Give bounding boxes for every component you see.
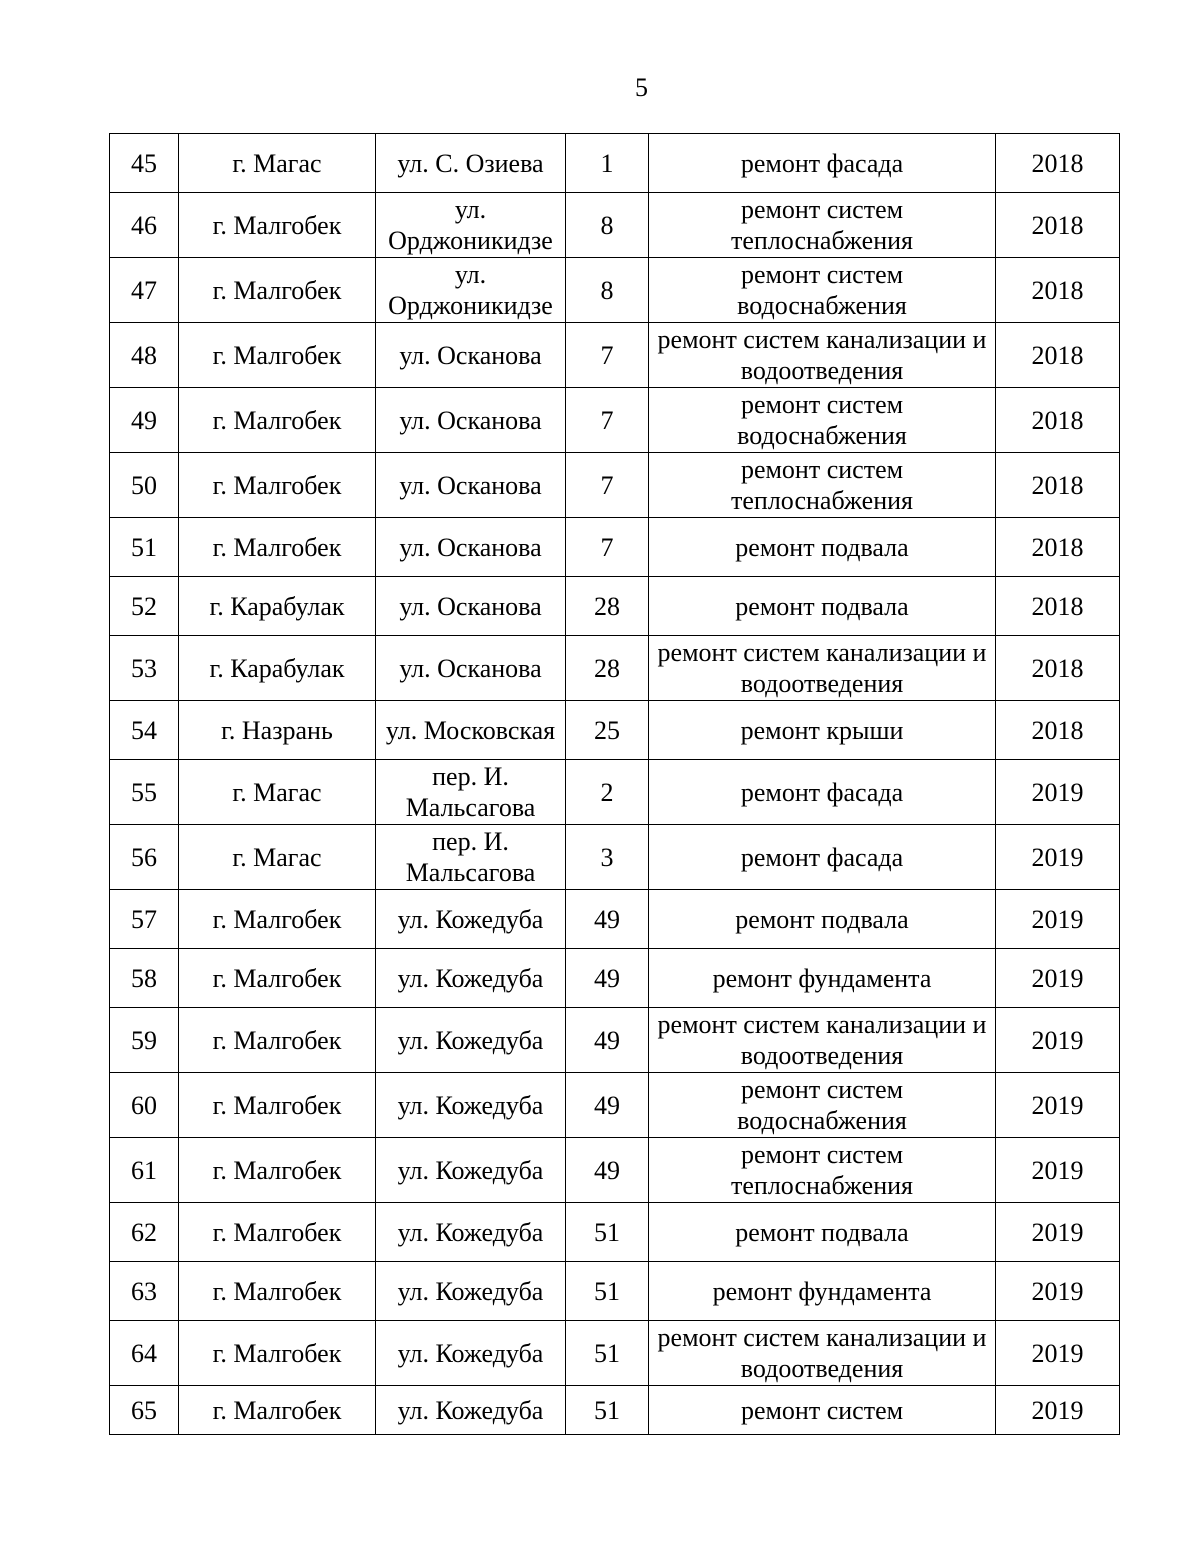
city-cell: г. Магас bbox=[179, 825, 376, 890]
work-type-cell: ремонт систем теплоснабжения bbox=[649, 453, 996, 518]
table-row bbox=[110, 760, 1120, 825]
street-cell: ул. С. Озиева bbox=[376, 134, 566, 193]
city-cell: г. Малгобек bbox=[179, 1321, 376, 1386]
work-type-cell: ремонт подвала bbox=[649, 518, 996, 577]
row-number-cell: 52 bbox=[110, 577, 179, 636]
street-cell: ул. Осканова bbox=[376, 388, 566, 453]
street-cell: ул. Орджоникидзе bbox=[376, 258, 566, 323]
table-row bbox=[110, 518, 1120, 577]
work-type-cell: ремонт подвала bbox=[649, 1203, 996, 1262]
work-type-cell: ремонт фасада bbox=[649, 134, 996, 193]
table-row bbox=[110, 1386, 1120, 1435]
year-cell: 2018 bbox=[996, 453, 1120, 518]
row-number-cell: 61 bbox=[110, 1138, 179, 1203]
city-cell: г. Назрань bbox=[179, 701, 376, 760]
city-cell: г. Малгобек bbox=[179, 1262, 376, 1321]
city-cell: г. Малгобек bbox=[179, 258, 376, 323]
work-type-cell: ремонт подвала bbox=[649, 577, 996, 636]
city-cell: г. Малгобек bbox=[179, 453, 376, 518]
city-cell: г. Малгобек bbox=[179, 949, 376, 1008]
city-cell: г. Магас bbox=[179, 760, 376, 825]
house-number-cell: 49 bbox=[566, 890, 649, 949]
house-number-cell: 2 bbox=[566, 760, 649, 825]
row-number-cell: 64 bbox=[110, 1321, 179, 1386]
street-cell: пер. И. Мальсагова bbox=[376, 760, 566, 825]
street-cell: ул. Кожедуба bbox=[376, 1203, 566, 1262]
table-row bbox=[110, 1138, 1120, 1203]
year-cell: 2019 bbox=[996, 1262, 1120, 1321]
street-cell: ул. Осканова bbox=[376, 577, 566, 636]
house-number-cell: 28 bbox=[566, 636, 649, 701]
house-number-cell: 51 bbox=[566, 1262, 649, 1321]
table-row bbox=[110, 1203, 1120, 1262]
table-row bbox=[110, 577, 1120, 636]
house-number-cell: 7 bbox=[566, 518, 649, 577]
work-type-cell: ремонт подвала bbox=[649, 890, 996, 949]
house-number-cell: 7 bbox=[566, 453, 649, 518]
work-type-cell: ремонт систем теплоснабжения bbox=[649, 1138, 996, 1203]
table-row bbox=[110, 825, 1120, 890]
city-cell: г. Малгобек bbox=[179, 323, 376, 388]
house-number-cell: 28 bbox=[566, 577, 649, 636]
row-number-cell: 62 bbox=[110, 1203, 179, 1262]
street-cell: ул. Кожедуба bbox=[376, 1262, 566, 1321]
year-cell: 2019 bbox=[996, 890, 1120, 949]
city-cell: г. Карабулак bbox=[179, 636, 376, 701]
year-cell: 2018 bbox=[996, 577, 1120, 636]
street-cell: ул. Кожедуба bbox=[376, 1073, 566, 1138]
street-cell: ул. Осканова bbox=[376, 323, 566, 388]
table-row bbox=[110, 1321, 1120, 1386]
work-type-cell: ремонт систем канализации и водоотведения bbox=[649, 1321, 996, 1386]
house-number-cell: 3 bbox=[566, 825, 649, 890]
street-cell: ул. Кожедуба bbox=[376, 1008, 566, 1073]
street-cell: ул. Осканова bbox=[376, 518, 566, 577]
row-number-cell: 63 bbox=[110, 1262, 179, 1321]
work-type-cell: ремонт систем водоснабжения bbox=[649, 1073, 996, 1138]
row-number-cell: 51 bbox=[110, 518, 179, 577]
row-number-cell: 47 bbox=[110, 258, 179, 323]
table-row bbox=[110, 636, 1120, 701]
city-cell: г. Малгобек bbox=[179, 1386, 376, 1435]
row-number-cell: 46 bbox=[110, 193, 179, 258]
work-type-cell: ремонт фундамента bbox=[649, 949, 996, 1008]
work-type-cell: ремонт систем bbox=[649, 1386, 996, 1435]
year-cell: 2019 bbox=[996, 949, 1120, 1008]
year-cell: 2019 bbox=[996, 1073, 1120, 1138]
year-cell: 2019 bbox=[996, 825, 1120, 890]
city-cell: г. Малгобек bbox=[179, 1073, 376, 1138]
city-cell: г. Малгобек bbox=[179, 518, 376, 577]
register-body bbox=[110, 134, 1120, 1435]
street-cell: ул. Кожедуба bbox=[376, 1386, 566, 1435]
house-number-cell: 51 bbox=[566, 1203, 649, 1262]
house-number-cell: 7 bbox=[566, 388, 649, 453]
year-cell: 2018 bbox=[996, 636, 1120, 701]
work-type-cell: ремонт систем водоснабжения bbox=[649, 388, 996, 453]
row-number-cell: 49 bbox=[110, 388, 179, 453]
work-type-cell: ремонт систем канализации и водоотведения bbox=[649, 1008, 996, 1073]
work-type-cell: ремонт фасада bbox=[649, 825, 996, 890]
city-cell: г. Карабулак bbox=[179, 577, 376, 636]
house-number-cell: 8 bbox=[566, 193, 649, 258]
city-cell: г. Малгобек bbox=[179, 1138, 376, 1203]
house-number-cell: 49 bbox=[566, 1073, 649, 1138]
city-cell: г. Малгобек bbox=[179, 890, 376, 949]
work-type-cell: ремонт систем водоснабжения bbox=[649, 258, 996, 323]
row-number-cell: 54 bbox=[110, 701, 179, 760]
row-number-cell: 59 bbox=[110, 1008, 179, 1073]
year-cell: 2019 bbox=[996, 1386, 1120, 1435]
house-number-cell: 51 bbox=[566, 1386, 649, 1435]
year-cell: 2018 bbox=[996, 323, 1120, 388]
house-number-cell: 25 bbox=[566, 701, 649, 760]
house-number-cell: 49 bbox=[566, 1138, 649, 1203]
year-cell: 2018 bbox=[996, 388, 1120, 453]
house-number-cell: 7 bbox=[566, 323, 649, 388]
city-cell: г. Магас bbox=[179, 134, 376, 193]
row-number-cell: 57 bbox=[110, 890, 179, 949]
table-row bbox=[110, 388, 1120, 453]
table-row bbox=[110, 258, 1120, 323]
city-cell: г. Малгобек bbox=[179, 1008, 376, 1073]
work-type-cell: ремонт систем канализации и водоотведения bbox=[649, 636, 996, 701]
page-number: 5 bbox=[635, 73, 648, 102]
house-number-cell: 49 bbox=[566, 949, 649, 1008]
table-row bbox=[110, 134, 1120, 193]
table-row bbox=[110, 949, 1120, 1008]
row-number-cell: 56 bbox=[110, 825, 179, 890]
street-cell: ул. Кожедуба bbox=[376, 949, 566, 1008]
row-number-cell: 45 bbox=[110, 134, 179, 193]
work-type-cell: ремонт фундамента bbox=[649, 1262, 996, 1321]
year-cell: 2019 bbox=[996, 1008, 1120, 1073]
work-type-cell: ремонт систем теплоснабжения bbox=[649, 193, 996, 258]
row-number-cell: 50 bbox=[110, 453, 179, 518]
year-cell: 2019 bbox=[996, 1138, 1120, 1203]
city-cell: г. Малгобек bbox=[179, 193, 376, 258]
year-cell: 2018 bbox=[996, 134, 1120, 193]
table-row bbox=[110, 701, 1120, 760]
row-number-cell: 53 bbox=[110, 636, 179, 701]
row-number-cell: 55 bbox=[110, 760, 179, 825]
table-row bbox=[110, 1073, 1120, 1138]
row-number-cell: 60 bbox=[110, 1073, 179, 1138]
row-number-cell: 48 bbox=[110, 323, 179, 388]
work-type-cell: ремонт систем канализации и водоотведения bbox=[649, 323, 996, 388]
work-type-cell: ремонт фасада bbox=[649, 760, 996, 825]
street-cell: ул. Кожедуба bbox=[376, 1321, 566, 1386]
table-row bbox=[110, 323, 1120, 388]
street-cell: ул. Орджоникидзе bbox=[376, 193, 566, 258]
street-cell: ул. Московская bbox=[376, 701, 566, 760]
year-cell: 2019 bbox=[996, 1203, 1120, 1262]
year-cell: 2019 bbox=[996, 1321, 1120, 1386]
city-cell: г. Малгобек bbox=[179, 388, 376, 453]
table-row bbox=[110, 193, 1120, 258]
table-row bbox=[110, 1262, 1120, 1321]
street-cell: ул. Осканова bbox=[376, 453, 566, 518]
row-number-cell: 65 bbox=[110, 1386, 179, 1435]
house-number-cell: 1 bbox=[566, 134, 649, 193]
house-number-cell: 49 bbox=[566, 1008, 649, 1073]
table-row bbox=[110, 1008, 1120, 1073]
year-cell: 2018 bbox=[996, 701, 1120, 760]
year-cell: 2018 bbox=[996, 193, 1120, 258]
work-type-cell: ремонт крыши bbox=[649, 701, 996, 760]
street-cell: ул. Кожедуба bbox=[376, 1138, 566, 1203]
table-row bbox=[110, 453, 1120, 518]
row-number-cell: 58 bbox=[110, 949, 179, 1008]
year-cell: 2018 bbox=[996, 518, 1120, 577]
year-cell: 2019 bbox=[996, 760, 1120, 825]
repair-register-table bbox=[109, 133, 1120, 1435]
year-cell: 2018 bbox=[996, 258, 1120, 323]
street-cell: пер. И. Мальсагова bbox=[376, 825, 566, 890]
house-number-cell: 51 bbox=[566, 1321, 649, 1386]
house-number-cell: 8 bbox=[566, 258, 649, 323]
table-row bbox=[110, 890, 1120, 949]
street-cell: ул. Осканова bbox=[376, 636, 566, 701]
street-cell: ул. Кожедуба bbox=[376, 890, 566, 949]
city-cell: г. Малгобек bbox=[179, 1203, 376, 1262]
